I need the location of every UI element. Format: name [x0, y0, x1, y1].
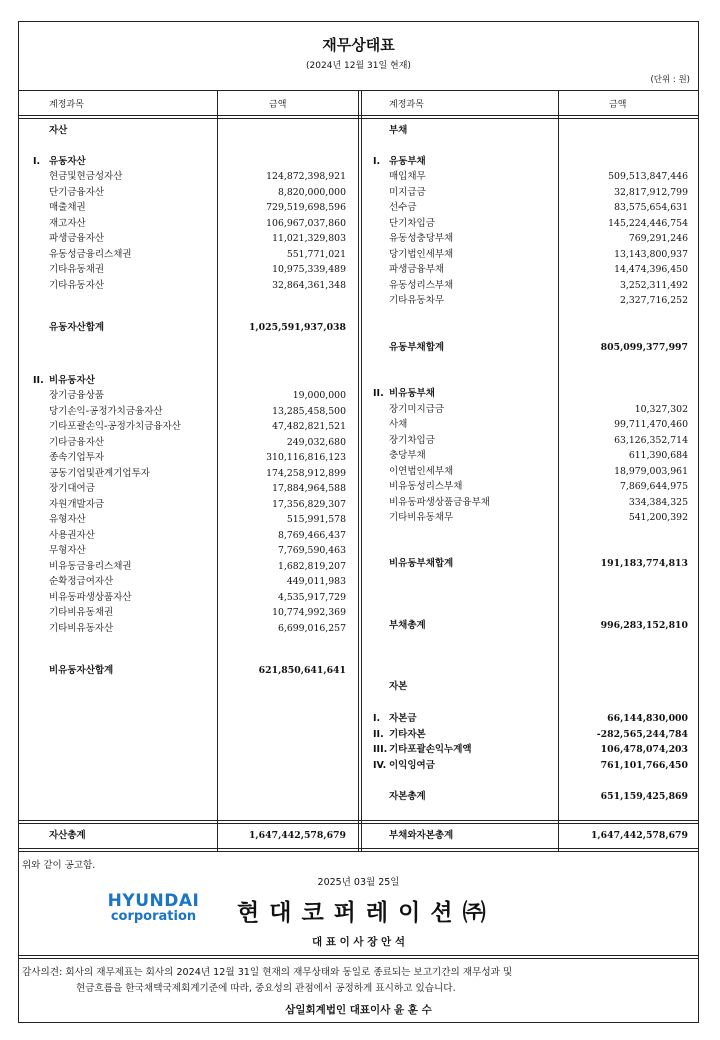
audit-opinion-line-2: 현금흐름을 한국채택국제회계기준에 따라, 중요성의 관점에서 공정하게 표시하고 있습니다. — [76, 983, 456, 994]
header-account-right: 계정과목 — [389, 100, 424, 110]
logo-line-2: corporation — [110, 909, 197, 924]
col-line-1 — [217, 90, 218, 851]
account-amount: 32,864,361,348 — [272, 280, 346, 291]
assets-total-label: 자산총계 — [49, 830, 86, 841]
account-amount: 11,021,329,803 — [272, 233, 346, 244]
account-amount: 124,872,398,921 — [266, 171, 346, 182]
account-label: 장기미지급금 — [389, 404, 445, 415]
roman-numeral: III. — [373, 744, 388, 755]
account-amount: 7,869,644,975 — [619, 481, 688, 492]
account-label: 비유동파생상품자산 — [49, 592, 132, 603]
document-title: 재무상태표 — [322, 36, 395, 54]
roman-numeral: I. — [373, 156, 381, 167]
account-amount: 13,285,458,500 — [272, 406, 346, 417]
account-label: 비유동자산 — [49, 375, 95, 386]
account-amount: 449,011,983 — [286, 576, 346, 587]
account-label: 유동부채합계 — [389, 342, 445, 353]
account-amount: 7,769,590,463 — [277, 545, 346, 556]
account-label: 비유동자산합계 — [49, 665, 114, 676]
account-amount: 17,356,829,307 — [272, 499, 346, 510]
account-label: 매출채권 — [49, 202, 86, 213]
roman-numeral: I. — [33, 156, 41, 167]
account-amount: 729,519,698,596 — [266, 202, 346, 213]
account-amount: 334,384,325 — [628, 497, 688, 508]
account-amount: 19,000,000 — [292, 390, 346, 401]
account-amount: 14,474,396,450 — [614, 264, 688, 275]
account-amount: 761,101,766,450 — [600, 760, 688, 771]
account-amount: 996,283,152,810 — [600, 620, 688, 631]
account-label: 미지급금 — [389, 187, 426, 198]
audit-top-line — [19, 955, 698, 956]
assets-total-amount: 1,647,442,578,679 — [248, 830, 346, 841]
unit-label: (단위 : 원) — [650, 75, 690, 85]
account-label: 기타비유동채무 — [389, 512, 454, 523]
total-bottom-double-line — [19, 851, 698, 852]
account-label: 파생금융부채 — [389, 264, 445, 275]
account-label: 단기차입금 — [389, 218, 435, 229]
notice-date: 2025년 03월 25일 — [317, 877, 400, 888]
account-amount: 106,478,074,203 — [600, 744, 688, 755]
account-label: 비유동파생상품금융부채 — [389, 497, 490, 508]
account-amount: 6,699,016,257 — [277, 623, 346, 634]
account-label: 순확정급여자산 — [49, 576, 114, 587]
account-label: 비유동부채 — [389, 388, 435, 399]
account-label: 장기대여금 — [49, 483, 95, 494]
account-label: 유동부채 — [389, 156, 426, 167]
account-amount: 32,817,912,799 — [614, 187, 688, 198]
account-label: 기타포괄손익-공정가치금융자산 — [49, 421, 181, 432]
account-label: 이연법인세부채 — [389, 466, 454, 477]
account-amount: 551,771,021 — [286, 249, 346, 260]
account-amount: 17,884,964,588 — [272, 483, 346, 494]
header-amount-right: 금액 — [609, 100, 627, 110]
logo-line-1: HYUNDAI — [107, 891, 200, 911]
account-amount: 515,991,578 — [286, 514, 346, 525]
ceo-name: 대 표 이 사 장 안 석 — [312, 936, 405, 948]
header-account-left: 계정과목 — [49, 100, 84, 110]
account-amount: 99,711,470,460 — [614, 419, 688, 430]
account-amount: 621,850,641,641 — [258, 665, 346, 676]
liab-equity-total-amount: 1,647,442,578,679 — [590, 830, 688, 841]
account-label: 유동자산합계 — [49, 322, 105, 333]
account-label: 재고자산 — [49, 218, 86, 229]
account-label: 부채 — [389, 125, 408, 136]
account-amount: 1,025,591,937,038 — [248, 322, 346, 333]
liab-equity-total-label: 부채와자본총계 — [389, 830, 454, 841]
roman-numeral: II. — [373, 729, 384, 740]
account-label: 기타유동차무 — [389, 295, 445, 306]
account-label: 기타금융자산 — [49, 437, 105, 448]
account-label: 충당부채 — [389, 450, 426, 461]
roman-numeral: II. — [373, 388, 384, 399]
account-label: 비유동성리스부채 — [389, 481, 463, 492]
account-label: 장기차입금 — [389, 435, 435, 446]
account-label: 자산 — [49, 125, 68, 136]
account-amount: 8,820,000,000 — [277, 187, 346, 198]
account-label: 기타유동채권 — [49, 264, 105, 275]
account-label: 기타포괄손익누계액 — [389, 744, 472, 755]
col-line-2 — [358, 90, 359, 851]
account-amount: 18,979,003,961 — [614, 466, 688, 477]
account-label: 기타비유동자산 — [49, 623, 114, 634]
account-label: 비유동부채합계 — [389, 558, 454, 569]
roman-numeral: II. — [33, 375, 44, 386]
account-label: 자원개발자금 — [49, 499, 105, 510]
account-amount: 1,682,819,207 — [277, 561, 346, 572]
account-label: 사용권자산 — [49, 530, 95, 541]
account-amount: 83,575,654,631 — [614, 202, 688, 213]
account-amount: 611,390,684 — [628, 450, 688, 461]
hyundai-logo — [106, 892, 201, 924]
account-label: 유동성금융리스채권 — [49, 249, 132, 260]
account-label: 자본금 — [389, 713, 417, 724]
audit-top-double-line — [19, 958, 698, 959]
col-line-3 — [558, 90, 559, 851]
account-label: 자본 — [389, 681, 408, 692]
account-amount: 191,183,774,813 — [600, 558, 688, 569]
account-amount: 8,769,466,437 — [277, 530, 346, 541]
company-name: 현 대 코 퍼 레 이 션 ㈜ — [237, 899, 487, 926]
account-label: 당기법인세부채 — [389, 249, 454, 260]
account-label: 사채 — [389, 419, 408, 430]
account-label: 파생금융자산 — [49, 233, 105, 244]
account-label: 기타비유동채권 — [49, 607, 114, 618]
account-amount: 47,482,821,521 — [272, 421, 346, 432]
account-amount: 2,327,716,252 — [619, 295, 688, 306]
account-amount: 106,967,037,860 — [266, 218, 346, 229]
audit-opinion-line-1: 감사의견: 회사의 재무제표는 회사의 2024년 12월 31일 현재의 재무상태와 동일로 종료되는 보고기간의 재무성과 및 — [22, 967, 513, 978]
account-label: 이익잉여금 — [389, 760, 435, 771]
account-label: 단기금융자산 — [49, 187, 105, 198]
account-amount: 10,975,339,489 — [272, 264, 346, 275]
account-amount: 769,291,246 — [628, 233, 688, 244]
account-label: 장기금융상품 — [49, 390, 105, 401]
account-amount: 66,144,830,000 — [607, 713, 688, 724]
account-label: 자본총계 — [389, 791, 426, 802]
account-amount: 10,327,302 — [634, 404, 688, 415]
col-line-2b — [361, 90, 362, 851]
account-amount: 63,126,352,714 — [614, 435, 688, 446]
account-label: 매입채무 — [389, 171, 426, 182]
account-amount: -282,565,244,784 — [596, 729, 688, 740]
account-amount: 3,252,311,492 — [619, 280, 688, 291]
account-amount: 10,774,992,369 — [272, 607, 346, 618]
statement-date: (2024년 12월 31일 현재) — [306, 61, 411, 71]
notice-text: 위와 같이 공고함. — [22, 860, 96, 871]
account-label: 비유동금융리스채권 — [49, 561, 132, 572]
account-label: 유동성리스부채 — [389, 280, 454, 291]
account-label: 부채총계 — [389, 620, 426, 631]
account-label: 공동기업및관계기업투자 — [49, 468, 150, 479]
financial-statement-frame — [18, 21, 699, 1023]
roman-numeral: IV. — [373, 760, 387, 771]
account-label: 선수금 — [389, 202, 417, 213]
account-amount: 310,116,816,123 — [266, 452, 346, 463]
account-label: 유형자산 — [49, 514, 86, 525]
account-label: 유동성충당부채 — [389, 233, 454, 244]
account-amount: 541,200,392 — [628, 512, 688, 523]
auditor-signature: 삼일회계법인 대표이사 윤 훈 수 — [285, 1004, 432, 1016]
account-label: 무형자산 — [49, 545, 86, 556]
header-amount-left: 금액 — [269, 100, 287, 110]
account-label: 종속기업투자 — [49, 452, 105, 463]
account-label: 현금및현금성자산 — [49, 171, 123, 182]
account-amount: 249,032,680 — [286, 437, 346, 448]
roman-numeral: I. — [373, 713, 381, 724]
account-amount: 805,099,377,997 — [600, 342, 688, 353]
account-label: 기타유동자산 — [49, 280, 105, 291]
account-amount: 145,224,446,754 — [608, 218, 688, 229]
account-amount: 13,143,800,937 — [614, 249, 688, 260]
account-amount: 4,535,917,729 — [277, 592, 346, 603]
account-amount: 174,258,912,899 — [266, 468, 346, 479]
account-amount: 651,159,425,869 — [600, 791, 688, 802]
account-amount: 509,513,847,446 — [608, 171, 688, 182]
account-label: 당기손익-공정가치금융자산 — [49, 406, 163, 417]
account-label: 기타자본 — [389, 729, 426, 740]
account-label: 유동자산 — [49, 156, 86, 167]
